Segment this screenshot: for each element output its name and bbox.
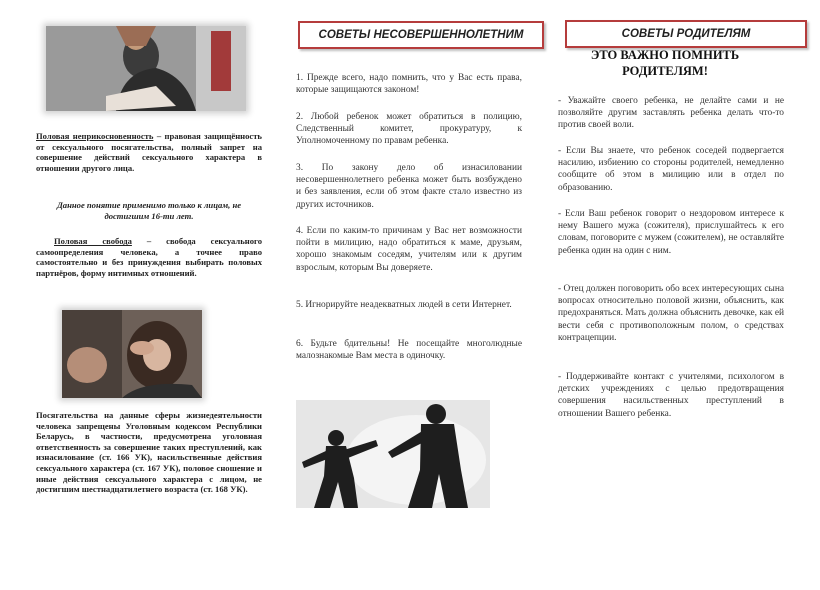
- tip-parents-2: - Если Вы знаете, что ребенок соседей подвергается насилию, избиению со стороны родителей, немедленно сообщите об этом в милицию или в отдел по образованию.: [558, 146, 784, 193]
- tip-minors-4: 4. Если по каким-то причинам у Вас нет возможности пойти в милицию, надо обратиться к маме, друзьям, хорошо знакомым соседям, учителям или к другим взрослым, которым Вы доверяете.: [296, 226, 522, 273]
- photo-girl-sitting: [46, 26, 246, 111]
- age-note: Данное понятие применимо только к лицам, не достигшим 16-ти лет.: [56, 200, 242, 221]
- tip-minors-6: 6. Будьте бдительны! Не посещайте многолюдные малознакомые Вам места в одиночку.: [296, 339, 522, 362]
- photo-silhouette-violence: [296, 400, 490, 508]
- paragraph-freedom: [36, 236, 262, 278]
- tip-minors-1: 1. Прежде всего, надо помнить, что у Вас есть права, которые защищаются законом!: [296, 73, 522, 96]
- photo-woman-fist: [62, 310, 202, 398]
- paragraph-criminal-code: Посягательства на данные сферы жизнедеятельности человека запрещены Уголовным кодексом Республики Беларусь, в частности, предусмотрена уголовная ответственность за совершение таких преступлений, как изнасилование (ст. 166 УК), насильственные действия сексуального характера (ст. 167 УК), половое сношение и иные действия сексуального характера с лицом, не достигшим шестнадцатилетнего возраста (ст. 168 УК).: [36, 410, 262, 495]
- paragraph-inviolability: [36, 131, 262, 173]
- tip-minors-2: 2. Любой ребенок может обратиться в полицию, Следственный комитет, прокуратуру, к Уполномоченному по правам ребенка.: [296, 112, 522, 147]
- definition-freedom: – свобода сексуального самоопределения человека, а точнее право самостоятельно и без принуждения выбирать половых партнёров, форму интимных отношений.: [36, 236, 263, 278]
- tip-parents-1: - Уважайте своего ребенка, не делайте сами и не позволяйте другим заставлять ребенка делать что-то против своей воли.: [558, 96, 784, 131]
- tip-parents-5: - Поддерживайте контакт с учителями, психологом в детских учреждениях с целью предотвращения совершения насильственных преступлений в отношении Вашего ребенка.: [558, 372, 784, 419]
- term-inviolability: Половая неприкосновенность: [36, 131, 154, 141]
- tip-minors-3: 3. По закону дело об изнасиловании несовершеннолетнего ребенка может быть возбуждено и без заявления, если об этом факте стало известно из других источников.: [296, 163, 522, 210]
- title-minors: СОВЕТЫ НЕСОВЕРШЕННОЛЕТНИМ: [298, 21, 544, 49]
- subtitle-parents: ЭТО ВАЖНО ПОМНИТЬ РОДИТЕЛЯМ!: [590, 48, 740, 78]
- tip-parents-4: - Отец должен поговорить обо всех интересующих сына вопросах относительно половой жизни, объяснить, как предохраняться. Мать должна объяснить девочке, как ей вести себя с противоположным полом, о средствах контрацепции.: [558, 284, 784, 343]
- tip-minors-5: 5. Игнорируйте неадекватных людей в сети Интернет.: [296, 300, 512, 310]
- title-parents: СОВЕТЫ РОДИТЕЛЯМ: [565, 20, 807, 48]
- term-freedom: Половая свобода: [54, 236, 132, 246]
- tip-parents-3: - Если Ваш ребенок говорит о нездоровом интересе к нему Вашего мужа (сожителя), прислушайтесь к его словам, поговорите с мужем (сожителем), не оставляйте ребенка один на один с ним.: [558, 209, 784, 256]
- definition-inviolability: – правовая защищённость от сексуального посягательства, полный запрет на совершение действий сексуального характера в отношении другого лица.: [36, 131, 262, 173]
